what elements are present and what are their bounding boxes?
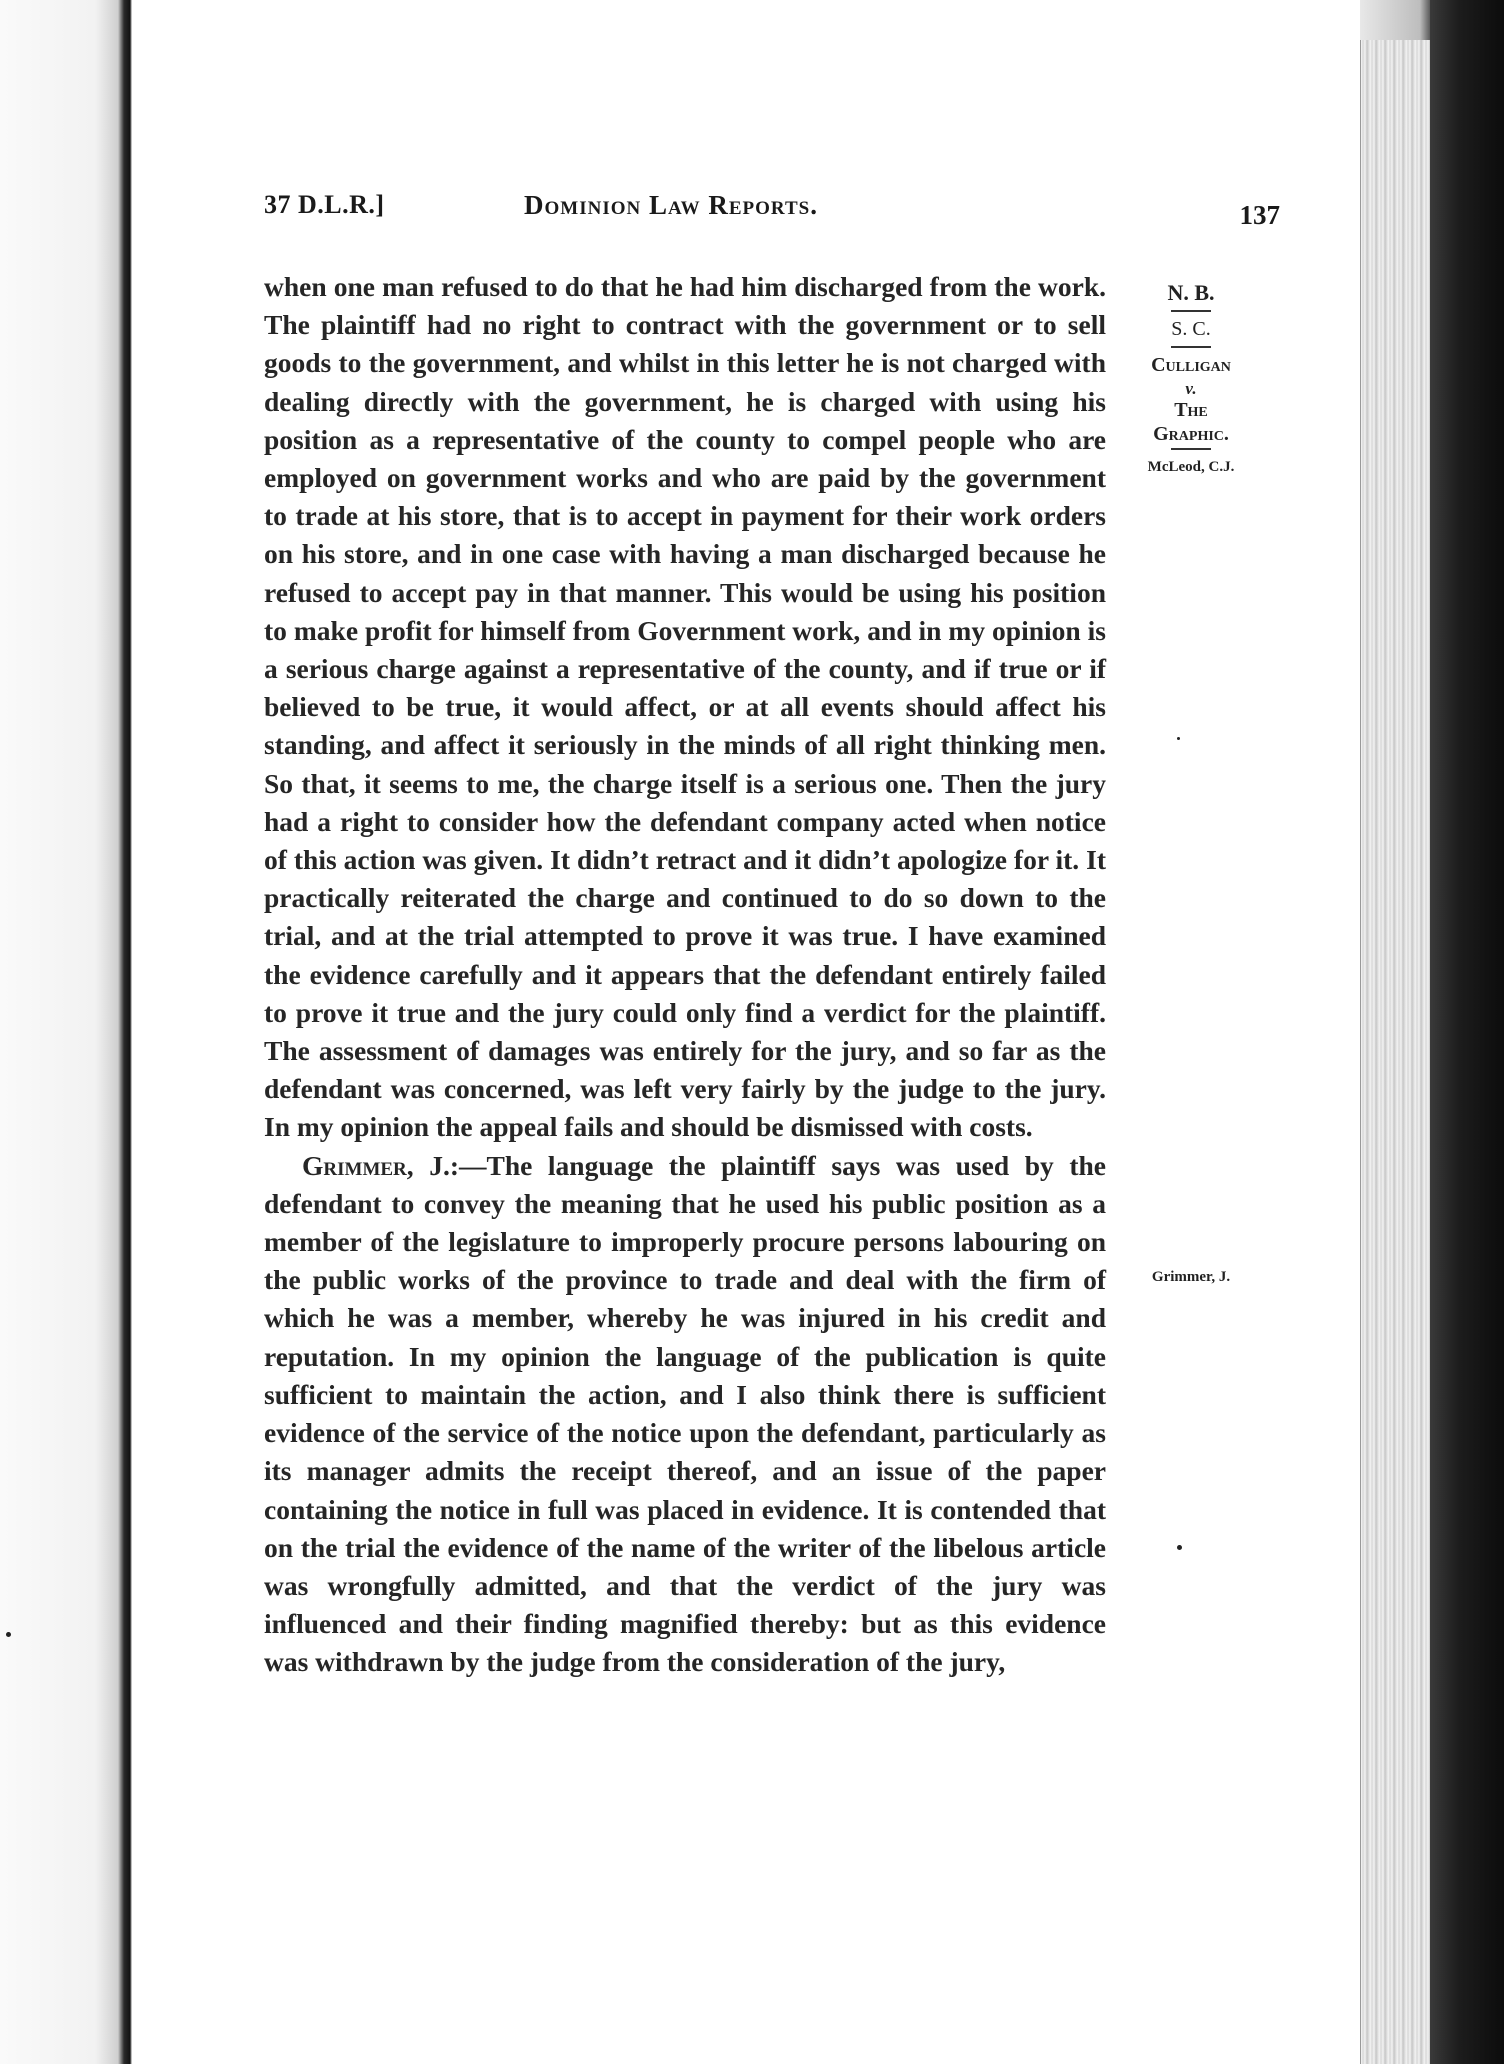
running-head xyxy=(264,190,1280,240)
body-text xyxy=(264,268,1106,1682)
page-edges xyxy=(1360,40,1431,2064)
margin-court: N. B. xyxy=(1167,280,1215,305)
margin-judge-note xyxy=(1116,1262,1266,1292)
margin-judge-mcleod: McLeod, C.J. xyxy=(1147,459,1235,475)
margin-rule xyxy=(1171,448,1211,450)
margin-party-1: Culligan xyxy=(1151,354,1231,376)
paragraph-mcleod: when one man refused to do that he had him discharged from the work. The plaintiff had no right to contract with the government or to sell goods to the government, and whilst in this letter he is not charged with dealing directly with the government, he is charged with using his position as a representative of the county to compel people who are employed on government works and who are paid by the government to trade at his store, that is to accept in payment for their work orders on his store, and in one case with having a man discharged because he refused to accept pay in that manner. This would be using his position to make profit for himself from Government work, and in my opinion is a serious charge against a representative of the county, and if true or if believed to be true, it would affect, or at all events should affect his standing, and affect it seriously in the minds of all right thinking men. So that, it seems to me, the charge itself is a serious one. Then the jury had a right to consider how the defendant company acted when notice of this action was given. It didn’t retract and it didn’t apologize for it. It practically reiterated the charge and continued to do so down to the trial, and at the trial attempted to prove it was true. I have examined the evidence carefully and it appears that the defendant entirely failed to prove it true and the jury could only find a verdict for the plaintiff. The assessment of damages was entirely for the jury, and so far as the defendant was concerned, was left very fairly by the judge to the jury. In my opinion the appeal fails and should be dismissed with costs. xyxy=(264,271,1106,1143)
margin-party-2a: The xyxy=(1174,399,1208,421)
margin-division: S. C. xyxy=(1171,318,1211,340)
page-number: 137 xyxy=(1239,200,1280,230)
margin-rule xyxy=(1171,310,1211,312)
judge-name-lead: Grimmer, J. xyxy=(302,1149,450,1181)
scan-speck xyxy=(1177,1545,1182,1550)
previous-page-fold xyxy=(0,0,132,2064)
margin-party-2b: Graphic. xyxy=(1153,423,1229,445)
scan-speck xyxy=(6,1632,11,1637)
publication-title: Dominion Law Reports. xyxy=(524,190,818,220)
margin-versus: v. xyxy=(1185,379,1197,398)
paragraph-grimmer-text: :—The language the plaintiff says was used by the defendant to convey the meaning that he used his public position as a member of the legislature to improperly procure persons labouring on the public works of the province to trade and deal with the firm of which he was a member, whereby he was injured in his credit and reputation. In my opinion the language of the publication is quite sufficient to maintain the action, and I also think there is sufficient evidence of the service of the notice upon the defendant, particularly as its manager admits the receipt thereof, and an issue of the paper containing the notice in full was placed in evidence. It is contended that on the trial the evidence of the name of the writer of the libelous article was wrongfully admitted, and that the verdict of the jury was influenced and their finding magnified thereby: but as this evidence was withdrawn by the judge from the consideration of the jury, xyxy=(264,1149,1106,1678)
margin-rule xyxy=(1171,346,1211,348)
scan-speck xyxy=(1177,737,1180,740)
paragraph-grimmer xyxy=(264,1147,1106,1682)
margin-judge-grimmer: Grimmer, J. xyxy=(1151,1269,1231,1285)
volume-reference: 37 D.L.R.] xyxy=(264,190,385,219)
book-cover xyxy=(1430,0,1504,2064)
margin-case-note xyxy=(1116,278,1266,482)
